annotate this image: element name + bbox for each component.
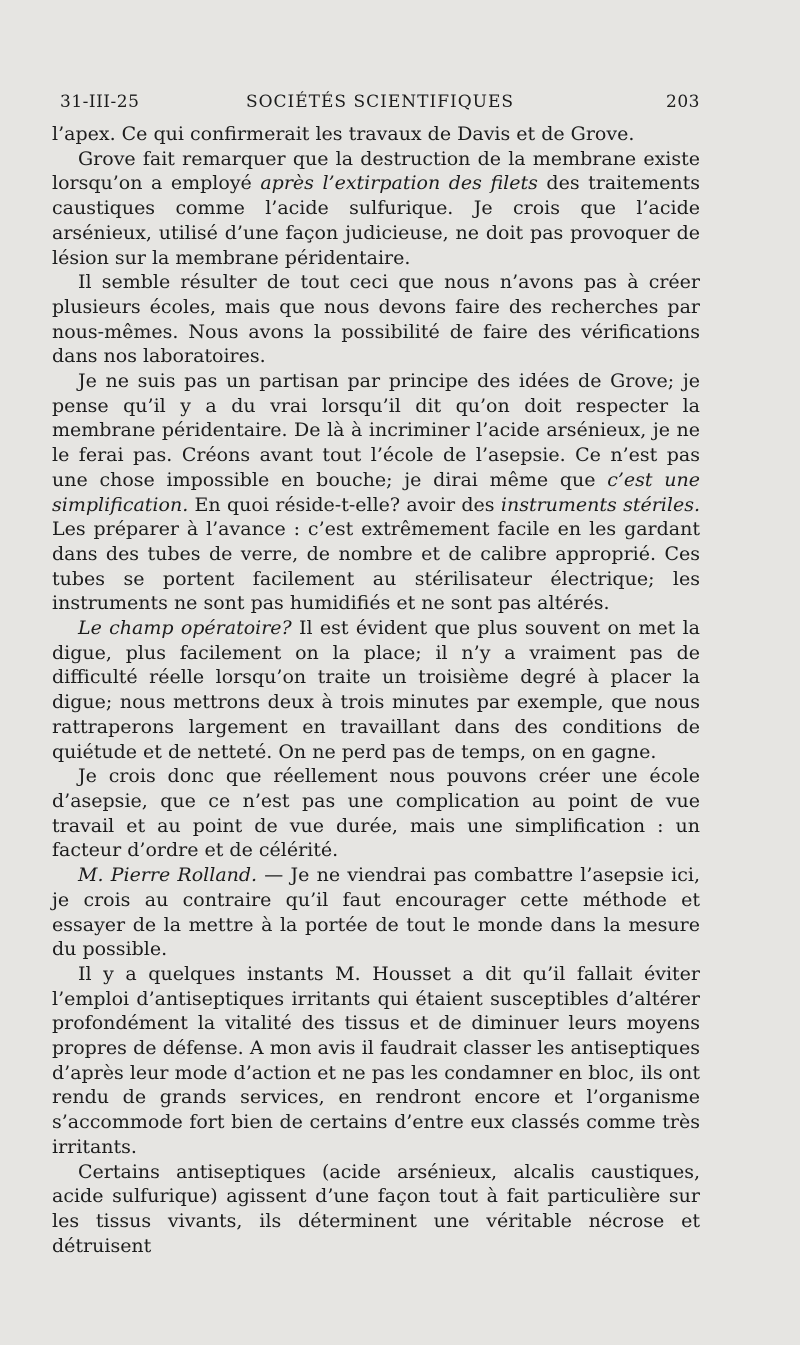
paragraph-text: Les préparer à l’avance : c’est extrêmement facile en les gardant dans des tubes de verre, de nombre et de calibre approprié. Ces tubes se portent facilement au stérilisateur électrique; les instruments ne sont pas humidifiés et ne sont pas altérés. [52,518,700,615]
paragraph [52,369,700,616]
paragraph-text: En quoi réside-t-elle? avoir des [188,493,501,516]
emphasis-text: instruments stériles. [500,493,700,516]
body-text [52,122,700,1258]
paragraph-text: Je crois donc que réellement nous pouvons créer une école d’asepsie, que ce n’est pas une complication au point de vue travail et au point de vue durée, mais une simplification : un facteur d’ordre et de célérité. [52,765,700,862]
paragraph-text: Je ne suis pas un partisan par principe des idées de Grove; je pense qu’il y a du vrai lorsqu’il dit qu’on doit respecter la membrane péridentaire. De là à incriminer l’acide arsénieux, je ne le ferai pas. Créons avant tout l’école de l’asepsie. Ce n’est pas une chose impossible en bouche; je dirai même que [52,370,700,491]
header-date: 31-III-25 [60,92,140,112]
paragraph [52,764,700,863]
paragraph-text: Il y a quelques instants M. Housset a dit qu’il fallait éviter l’emploi d’antiseptiques irritants qui étaient susceptibles d’altérer profondément la vitalité des tissus et de diminuer leurs moyens propres de défense. A mon avis il faudrait classer les antiseptiques d’après leur mode d’action et ne pas les condamner en bloc, ils ont rendu de grands services, en rendront encore et l’organisme s’accommode fort bien de certains d’entre eux classés comme très irritants. [52,962,700,1158]
paragraph [52,1160,700,1259]
paragraph [52,863,700,962]
header-title: SOCIÉTÉS SCIENTIFIQUES [245,92,515,112]
emphasis-text: après l’extirpation des filets [260,172,538,195]
paragraph-text: Il est évident que plus souvent on met la digue, plus facilement on la place; il n’y a vraiment pas de difficulté réelle lorsqu’on traite un troisième degré à placer la digue; nous mettrons deux à trois minutes par exemple, que nous rattraperons largement en travaillant dans des conditions de quiétude et de netteté. On ne perd pas de temps, on en gagne. [52,617,700,763]
emphasis-text: c’est une simplification. [52,468,700,516]
paragraph-text: Grove fait remarquer que la destruction de la membrane existe lorsqu’on a employé [52,147,700,195]
running-header [60,92,700,120]
paragraph [52,147,700,271]
emphasis-text: Le champ opératoire? [78,617,292,640]
paragraph [52,122,700,147]
paragraph-text: — Je ne viendrai pas combattre l’asepsie ici, je crois au contraire qu’il faut encourager cette méthode et essayer de la mettre à la portée de tout le monde dans la mesure du possible. [52,864,700,961]
page-number: 203 [666,92,700,112]
paragraph-text: Il semble résulter de tout ceci que nous n’avons pas à créer plusieurs écoles, mais que nous devons faire des recherches par nous-mêmes. Nous avons la possibilité de faire des vérifications dans nos laboratoires. [52,271,700,368]
paragraph-text: l’apex. Ce qui confirmerait les travaux de Davis et de Grove. [52,123,635,145]
paragraph-text: Certains antiseptiques (acide arsénieux, alcalis caustiques, acide sulfurique) agissent d’une façon tout à fait particulière sur les tissus vivants, ils déterminent une véritable nécrose et détruisent [52,1160,700,1257]
paragraph [52,270,700,369]
paragraph [52,616,700,764]
paragraph-text: des traitements caustiques comme l’acide sulfurique. Je crois que l’acide arsénieux, utilisé d’une façon judicieuse, ne doit pas provoquer de lésion sur la membrane péridentaire. [52,172,700,269]
speaker-name: M. Pierre Rolland. [78,864,258,887]
paragraph [52,962,700,1160]
